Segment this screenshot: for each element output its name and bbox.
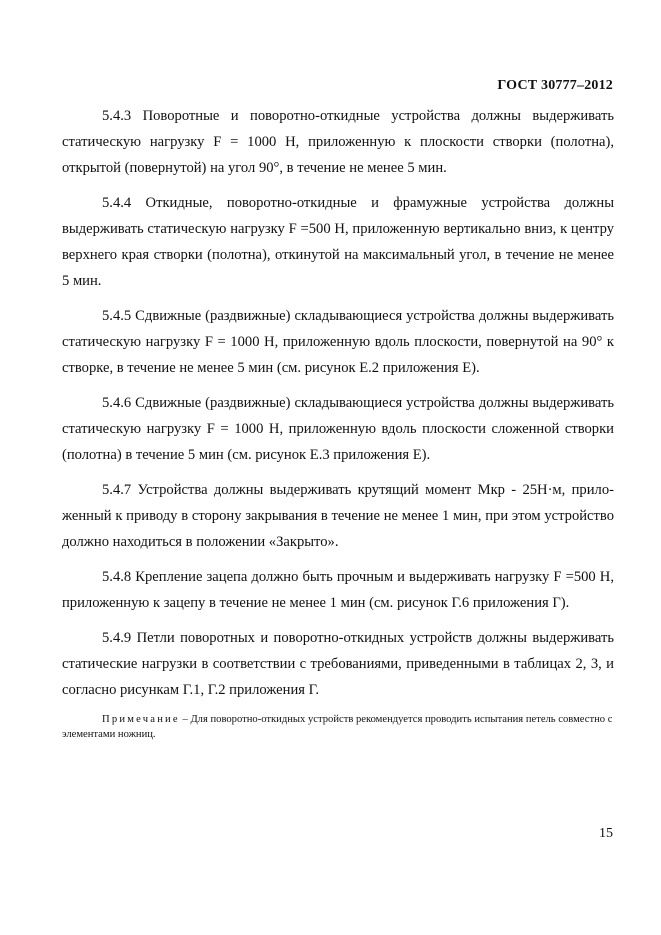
- paragraph-5-4-6: 5.4.6 Сдвижные (раздвижные) складывающиеся устройства должны выдерживать статическую нагрузку F = 1000 Н, приложенную вдоль плоскости сложенной створки (полотна) в течение 5 мин (см. рисунок Е.3 приложения Е).: [62, 395, 614, 463]
- page-number: 15: [599, 826, 613, 841]
- paragraph-5-4-4: 5.4.4 Откидные, поворотно-откидные и фрамужные устройства должны выдерживать статическую нагрузку F =500 Н, приложенную вертикально вниз, к центру верхнего края створки (полотна), откинутой на максимальный угол, в течение не менее 5 мин.: [62, 195, 614, 289]
- paragraph-5-4-8: 5.4.8 Крепление зацепа должно быть прочным и выдерживать нагрузку F =500 Н, приложенную к зацепу в течение не менее 1 мин (см. рисунок Г.6 приложения Г).: [62, 569, 614, 611]
- document-body: [62, 103, 614, 742]
- paragraph-5-4-9: 5.4.9 Петли поворотных и поворотно-откидных устройств должны выдерживать статические нагрузки в соответствии с требованиями, приведенными в таблицах 2, 3, и согласно рисункам Г.1, Г.2 приложения Г.: [62, 630, 614, 698]
- paragraph-5-4-3: 5.4.3 Поворотные и поворотно-откидные устройства должны выдерживать статическую нагрузку F = 1000 Н, приложенную к плоскости створки (полотна), открытой (повернутой) на угол 90°, в течение не менее 5 мин.: [62, 108, 614, 176]
- paragraph-5-4-5: 5.4.5 Сдвижные (раздвижные) складывающиеся устройства должны выдерживать статическую нагрузку F = 1000 Н, приложенную вдоль плоскости, повернутой на 90° к створке, в течение не менее 5 мин (см. рисунок Е.2 приложения Е).: [62, 308, 614, 376]
- standard-header: ГОСТ 30777–2012: [497, 78, 613, 93]
- note-text: – Для поворотно-откидных устройств рекомендуется проводить испытания петель совместно с элементами ножниц.: [62, 714, 613, 740]
- note: [62, 712, 614, 742]
- note-label: Примечание: [102, 714, 180, 725]
- paragraph-5-4-7: 5.4.7 Устройства должны выдерживать крутящий момент Мкр - 25Н·м, приложенный к приводу в сторону закрывания в течение не менее 1 мин, при этом устройство должно находиться в положении «Закрыто».: [62, 482, 614, 550]
